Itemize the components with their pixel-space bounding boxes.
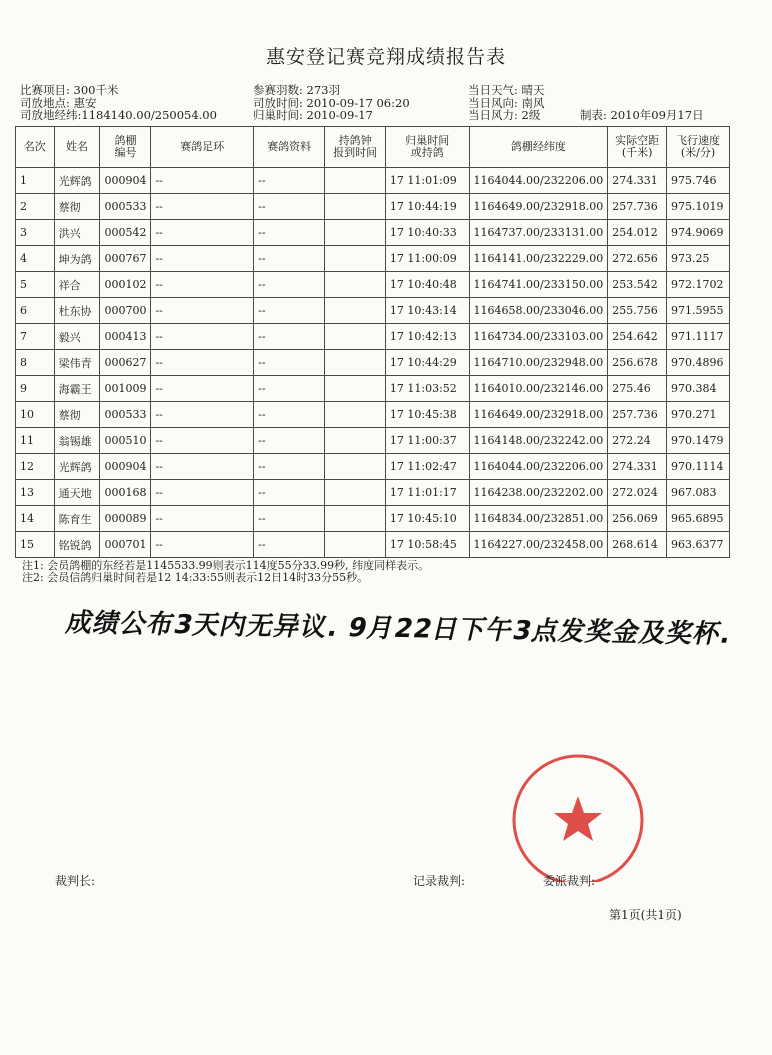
info-return: 归巢时间: 2010-09-17 xyxy=(253,108,373,122)
cell-distance: 253.542 xyxy=(608,272,667,298)
cell-pigeon-info: -- xyxy=(254,246,325,272)
cell-rank: 14 xyxy=(16,506,55,532)
info-left xyxy=(20,84,217,122)
cell-distance: 274.331 xyxy=(608,454,667,480)
cell-loft-coords: 1164044.00/232206.00 xyxy=(469,168,608,194)
col-header-rank: 名次 xyxy=(16,127,55,168)
cell-name: 铭锐鸽 xyxy=(54,532,100,558)
col-header-pigeon-info: 赛鸽资料 xyxy=(254,127,325,168)
cell-ring: -- xyxy=(151,480,254,506)
cell-name: 蔡彻 xyxy=(54,194,100,220)
cell-return-time: 17 11:01:09 xyxy=(385,168,469,194)
signature-recorder: 记录裁判: xyxy=(413,874,466,888)
cell-clock-time xyxy=(325,168,386,194)
note-1: 注1: 会员鸽棚的东经若是1145533.99则表示114度55分33.99秒, 纬度同样表示。 xyxy=(22,559,430,572)
cell-ring: -- xyxy=(151,168,254,194)
cell-name: 毅兴 xyxy=(54,324,100,350)
table-row xyxy=(16,506,730,532)
info-event: 比赛项目: 300千米 xyxy=(20,83,119,97)
cell-loft-id: 000510 xyxy=(100,428,151,454)
cell-pigeon-info: -- xyxy=(254,350,325,376)
cell-rank: 3 xyxy=(16,220,55,246)
cell-ring: -- xyxy=(151,272,254,298)
cell-rank: 8 xyxy=(16,350,55,376)
cell-ring: -- xyxy=(151,246,254,272)
cell-ring: -- xyxy=(151,506,254,532)
cell-distance: 272.656 xyxy=(608,246,667,272)
cell-loft-coords: 1164044.00/232206.00 xyxy=(469,454,608,480)
cell-rank: 6 xyxy=(16,298,55,324)
cell-loft-id: 000767 xyxy=(100,246,151,272)
col-header-clock-time: 持鸽钟 报到时间 xyxy=(325,127,386,168)
table-header-row xyxy=(16,127,730,168)
cell-ring: -- xyxy=(151,324,254,350)
cell-clock-time xyxy=(325,220,386,246)
table-row xyxy=(16,168,730,194)
cell-loft-id: 000701 xyxy=(100,532,151,558)
cell-clock-time xyxy=(325,480,386,506)
cell-distance: 257.736 xyxy=(608,194,667,220)
cell-loft-id: 000700 xyxy=(100,298,151,324)
star-icon xyxy=(554,796,602,841)
cell-speed: 970.1479 xyxy=(667,428,730,454)
cell-ring: -- xyxy=(151,532,254,558)
cell-pigeon-info: -- xyxy=(254,272,325,298)
info-wind-dir: 当日风向: 南风 xyxy=(468,95,545,110)
cell-rank: 9 xyxy=(16,376,55,402)
cell-clock-time xyxy=(325,402,386,428)
report-title: 惠安登记赛竞翔成绩报告表 xyxy=(265,46,506,68)
cell-rank: 10 xyxy=(16,402,55,428)
cell-ring: -- xyxy=(151,220,254,246)
cell-loft-coords: 1164649.00/232918.00 xyxy=(469,194,608,220)
cell-speed: 965.6895 xyxy=(667,506,730,532)
cell-distance: 272.24 xyxy=(608,428,667,454)
cell-loft-coords: 1164658.00/233046.00 xyxy=(469,298,608,324)
cell-distance: 256.069 xyxy=(608,506,667,532)
cell-rank: 13 xyxy=(16,480,55,506)
cell-return-time: 17 10:44:19 xyxy=(385,194,469,220)
cell-pigeon-info: -- xyxy=(254,376,325,402)
cell-name: 翁锡雄 xyxy=(54,428,100,454)
cell-speed: 963.6377 xyxy=(667,532,730,558)
cell-speed: 971.5955 xyxy=(667,298,730,324)
col-header-loft-id: 鸽棚 编号 xyxy=(100,127,151,168)
cell-ring: -- xyxy=(151,194,254,220)
cell-pigeon-info: -- xyxy=(254,480,325,506)
cell-speed: 975.746 xyxy=(667,168,730,194)
cell-loft-id: 000533 xyxy=(100,402,151,428)
cell-rank: 12 xyxy=(16,454,55,480)
table-row xyxy=(16,376,730,402)
cell-loft-id: 000413 xyxy=(100,324,151,350)
cell-speed: 974.9069 xyxy=(667,220,730,246)
table-row xyxy=(16,454,730,480)
cell-speed: 971.1117 xyxy=(667,324,730,350)
cell-loft-id: 000904 xyxy=(100,454,151,480)
cell-rank: 4 xyxy=(16,246,55,272)
cell-return-time: 17 11:00:09 xyxy=(385,246,469,272)
cell-clock-time xyxy=(325,506,386,532)
cell-distance: 268.614 xyxy=(608,532,667,558)
table-row xyxy=(16,402,730,428)
cell-return-time: 17 10:43:14 xyxy=(385,298,469,324)
cell-speed: 970.1114 xyxy=(667,454,730,480)
cell-name: 坤为鸽 xyxy=(54,246,100,272)
cell-ring: -- xyxy=(151,454,254,480)
cell-loft-coords: 1164834.00/232851.00 xyxy=(469,506,608,532)
table-row xyxy=(16,480,730,506)
table-row xyxy=(16,428,730,454)
cell-loft-coords: 1164010.00/232146.00 xyxy=(469,376,608,402)
cell-name: 光辉鸽 xyxy=(54,454,100,480)
signature-delegate: 委派裁判: xyxy=(543,874,596,888)
cell-rank: 1 xyxy=(16,168,55,194)
table-body xyxy=(16,168,730,558)
cell-loft-id: 001009 xyxy=(100,376,151,402)
cell-speed: 972.1702 xyxy=(667,272,730,298)
col-header-return-time: 归巢时间 或持鸽 xyxy=(385,127,469,168)
info-release: 司放时间: 2010-09-17 06:20 xyxy=(253,95,410,110)
cell-return-time: 17 10:42:13 xyxy=(385,324,469,350)
info-wind-force: 当日风力: 2级 xyxy=(468,108,541,122)
cell-loft-id: 000542 xyxy=(100,220,151,246)
cell-pigeon-info: -- xyxy=(254,324,325,350)
col-header-name: 姓名 xyxy=(54,127,100,168)
cell-pigeon-info: -- xyxy=(254,454,325,480)
cell-speed: 970.384 xyxy=(667,376,730,402)
col-header-loft-coords: 鸽棚经纬度 xyxy=(469,127,608,168)
cell-return-time: 17 11:01:17 xyxy=(385,480,469,506)
handwritten-note: 成绩公布3天内无异议. 9月22日下午3点发奖金及奖杯. xyxy=(63,608,735,650)
col-header-ring: 赛鸽足环 xyxy=(151,127,254,168)
info-site: 司放地点: 惠安 xyxy=(20,95,97,110)
cell-pigeon-info: -- xyxy=(254,428,325,454)
cell-clock-time xyxy=(325,454,386,480)
cell-pigeon-info: -- xyxy=(254,402,325,428)
cell-loft-id: 000627 xyxy=(100,350,151,376)
cell-distance: 257.736 xyxy=(608,402,667,428)
cell-name: 海霸王 xyxy=(54,376,100,402)
cell-ring: -- xyxy=(151,298,254,324)
cell-pigeon-info: -- xyxy=(254,532,325,558)
cell-loft-coords: 1164710.00/232948.00 xyxy=(469,350,608,376)
cell-speed: 975.1019 xyxy=(667,194,730,220)
cell-speed: 970.271 xyxy=(667,402,730,428)
info-made-date: 制表: 2010年09月17日 xyxy=(580,108,704,122)
cell-rank: 7 xyxy=(16,324,55,350)
cell-name: 光辉鸽 xyxy=(54,168,100,194)
cell-clock-time xyxy=(325,194,386,220)
col-header-distance: 实际空距 (千米) xyxy=(608,127,667,168)
cell-name: 洪兴 xyxy=(54,220,100,246)
cell-loft-id: 000168 xyxy=(100,480,151,506)
cell-clock-time xyxy=(325,532,386,558)
cell-distance: 272.024 xyxy=(608,480,667,506)
cell-rank: 2 xyxy=(16,194,55,220)
cell-return-time: 17 11:03:52 xyxy=(385,376,469,402)
table-row xyxy=(16,272,730,298)
cell-ring: -- xyxy=(151,350,254,376)
cell-clock-time xyxy=(325,324,386,350)
cell-speed: 973.25 xyxy=(667,246,730,272)
cell-loft-coords: 1164737.00/233131.00 xyxy=(469,220,608,246)
cell-name: 陈育生 xyxy=(54,506,100,532)
table-row xyxy=(16,220,730,246)
cell-loft-coords: 1164227.00/232458.00 xyxy=(469,532,608,558)
cell-pigeon-info: -- xyxy=(254,220,325,246)
cell-distance: 254.012 xyxy=(608,220,667,246)
cell-return-time: 17 10:40:48 xyxy=(385,272,469,298)
cell-return-time: 17 11:00:37 xyxy=(385,428,469,454)
cell-clock-time xyxy=(325,246,386,272)
col-header-speed: 飞行速度 (米/分) xyxy=(667,127,730,168)
cell-clock-time xyxy=(325,428,386,454)
notes xyxy=(22,560,429,584)
cell-rank: 5 xyxy=(16,272,55,298)
table-row xyxy=(16,298,730,324)
table-row xyxy=(16,324,730,350)
cell-clock-time xyxy=(325,298,386,324)
table-row xyxy=(16,246,730,272)
table-row xyxy=(16,350,730,376)
info-entries: 参赛羽数: 273羽 xyxy=(253,83,340,97)
cell-name: 通天地 xyxy=(54,480,100,506)
cell-distance: 274.331 xyxy=(608,168,667,194)
cell-speed: 967.083 xyxy=(667,480,730,506)
note-2: 注2: 会员信鸽归巢时间若是12 14:33:55则表示12日14时33分55秒。 xyxy=(22,571,369,584)
cell-loft-coords: 1164734.00/233103.00 xyxy=(469,324,608,350)
cell-loft-id: 000102 xyxy=(100,272,151,298)
cell-return-time: 17 10:58:45 xyxy=(385,532,469,558)
info-middle xyxy=(253,84,410,122)
cell-clock-time xyxy=(325,376,386,402)
cell-clock-time xyxy=(325,350,386,376)
cell-loft-coords: 1164741.00/233150.00 xyxy=(469,272,608,298)
cell-name: 蔡彻 xyxy=(54,402,100,428)
cell-rank: 11 xyxy=(16,428,55,454)
cell-loft-coords: 1164148.00/232242.00 xyxy=(469,428,608,454)
official-seal xyxy=(498,742,668,882)
cell-distance: 254.642 xyxy=(608,324,667,350)
page-indicator: 第1页(共1页) xyxy=(609,908,682,922)
cell-pigeon-info: -- xyxy=(254,506,325,532)
cell-rank: 15 xyxy=(16,532,55,558)
cell-distance: 275.46 xyxy=(608,376,667,402)
cell-return-time: 17 10:44:29 xyxy=(385,350,469,376)
cell-speed: 970.4896 xyxy=(667,350,730,376)
cell-loft-id: 000904 xyxy=(100,168,151,194)
cell-name: 祥合 xyxy=(54,272,100,298)
cell-pigeon-info: -- xyxy=(254,194,325,220)
cell-loft-coords: 1164141.00/232229.00 xyxy=(469,246,608,272)
cell-loft-coords: 1164238.00/232202.00 xyxy=(469,480,608,506)
cell-name: 杜东协 xyxy=(54,298,100,324)
info-right xyxy=(468,84,545,122)
cell-distance: 256.678 xyxy=(608,350,667,376)
cell-distance: 255.756 xyxy=(608,298,667,324)
cell-loft-id: 000533 xyxy=(100,194,151,220)
cell-ring: -- xyxy=(151,376,254,402)
cell-loft-id: 000089 xyxy=(100,506,151,532)
table-row xyxy=(16,532,730,558)
cell-return-time: 17 10:45:38 xyxy=(385,402,469,428)
cell-return-time: 17 11:02:47 xyxy=(385,454,469,480)
info-weather: 当日天气: 晴天 xyxy=(468,83,545,97)
cell-loft-coords: 1164649.00/232918.00 xyxy=(469,402,608,428)
cell-name: 梁伟青 xyxy=(54,350,100,376)
cell-return-time: 17 10:45:10 xyxy=(385,506,469,532)
cell-ring: -- xyxy=(151,402,254,428)
info-coords: 司放地经纬:1184140.00/250054.00 xyxy=(20,108,217,122)
cell-pigeon-info: -- xyxy=(254,298,325,324)
results-table xyxy=(15,126,730,558)
cell-ring: -- xyxy=(151,428,254,454)
table-row xyxy=(16,194,730,220)
cell-pigeon-info: -- xyxy=(254,168,325,194)
signature-chief: 裁判长: xyxy=(55,874,96,888)
cell-clock-time xyxy=(325,272,386,298)
cell-return-time: 17 10:40:33 xyxy=(385,220,469,246)
